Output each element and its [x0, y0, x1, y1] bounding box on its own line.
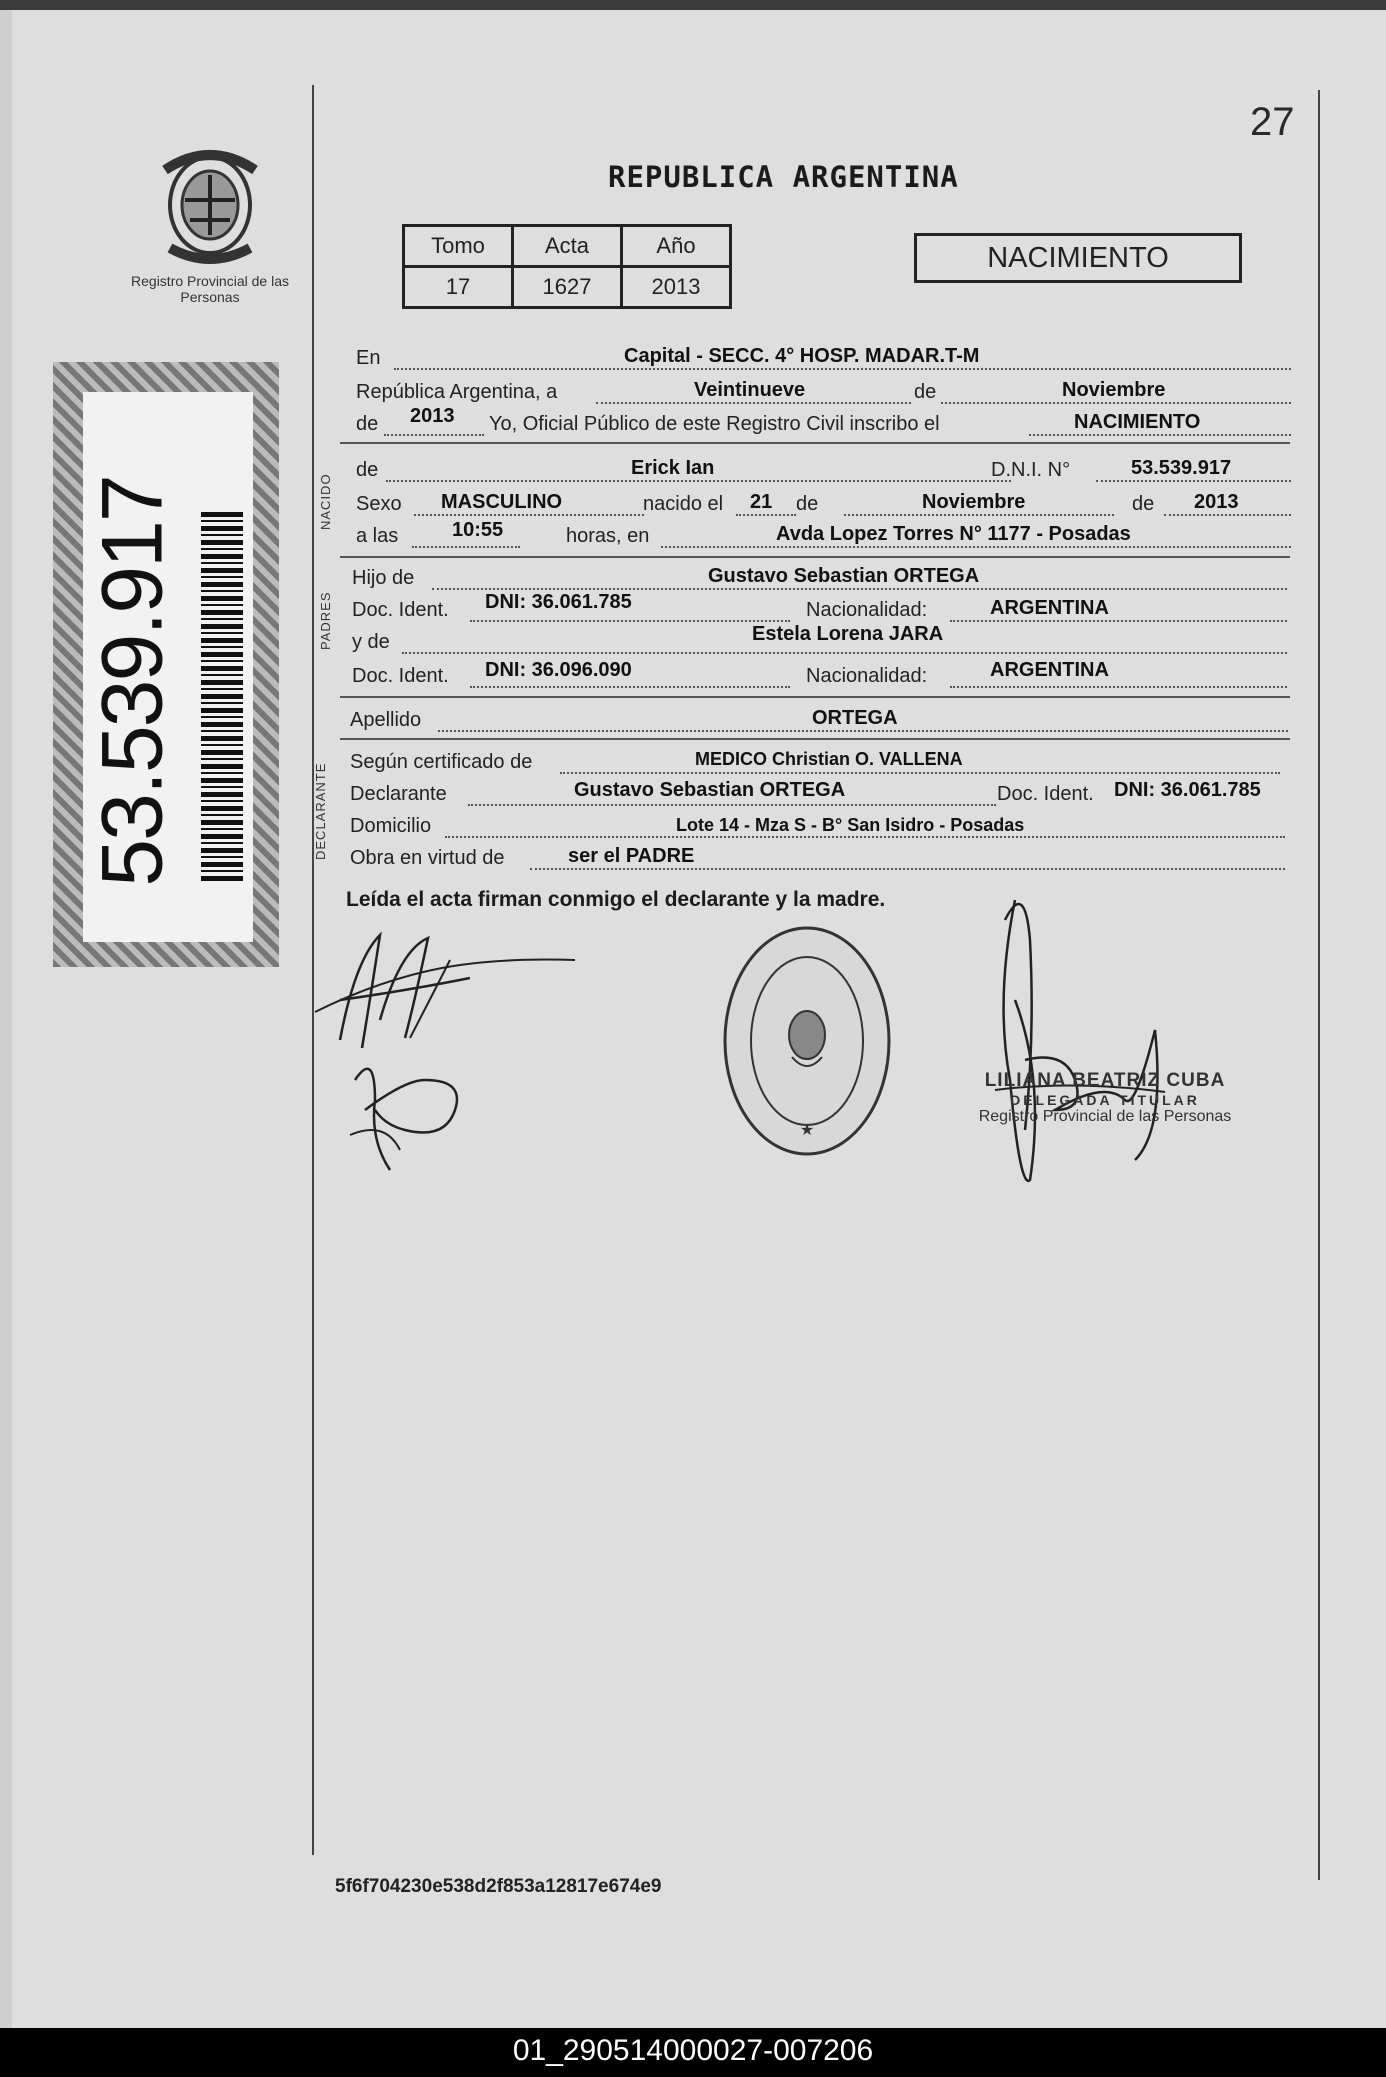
- field-obra: [350, 840, 1285, 874]
- barcode-inner: [83, 392, 253, 942]
- svg-text:★: ★: [799, 1122, 815, 1139]
- registry-table-row: [404, 267, 731, 308]
- value-nombre-madre: Estela Lorena JARA: [752, 623, 944, 645]
- dotted-line: [402, 651, 1287, 654]
- table-header-acta: Acta: [513, 226, 622, 267]
- value-dni-declarante: DNI: 36.061.785: [1114, 779, 1261, 801]
- dotted-line: [384, 433, 484, 436]
- label-dni: D.N.I. N°: [991, 459, 1071, 481]
- value-dia-letras: Veintinueve: [694, 379, 806, 401]
- field-certificado: [350, 744, 1280, 778]
- value-domicilio: Lote 14 - Mza S - B° San Isidro - Posadas: [676, 815, 1025, 835]
- value-dni-nacido: 53.539.917: [1131, 457, 1232, 479]
- label-y-de: y de: [352, 631, 390, 653]
- declarant-signature: [310, 920, 580, 1060]
- field-declarante: [350, 776, 1285, 810]
- value-anio-inscripcion: 2013: [410, 405, 455, 427]
- misiones-emblem-icon: [155, 140, 265, 270]
- table-value-acta: 1627: [513, 267, 622, 308]
- value-lugar-nacimiento: Avda Lopez Torres N° 1177 - Posadas: [776, 523, 1131, 545]
- dotted-line: [950, 685, 1287, 688]
- stamp-name: LILIANA BEATRIZ CUBA: [984, 1070, 1226, 1091]
- field-anio: [356, 406, 1291, 440]
- field-padre-doc: [352, 592, 1287, 626]
- document-title: REPUBLICA ARGENTINA: [608, 160, 959, 194]
- document-type-box: NACIMIENTO: [914, 233, 1242, 283]
- dotted-line: [470, 619, 790, 622]
- label-declarante: Declarante: [350, 783, 447, 805]
- label-nacionalidad-madre: Nacionalidad:: [806, 665, 928, 687]
- label-horas-en: horas, en: [566, 525, 650, 547]
- label-nacionalidad-padre: Nacionalidad:: [806, 599, 928, 621]
- label-apellido: Apellido: [350, 709, 422, 731]
- label-domicilio: Domicilio: [350, 815, 432, 837]
- dotted-line: [560, 771, 1280, 774]
- value-anio-nacimiento: 2013: [1194, 491, 1239, 513]
- text-oficial-publico: Yo, Oficial Público de este Registro Civil inscribo el: [489, 413, 940, 435]
- field-apellido: [350, 702, 1288, 736]
- label-sexo: Sexo: [356, 493, 402, 515]
- table-value-anio: 2013: [622, 267, 731, 308]
- label-nacido-el: nacido el: [643, 493, 724, 515]
- field-madre-doc: [352, 658, 1287, 692]
- filename-label: 01_290514000027-007206: [512, 2034, 874, 2067]
- table-header-tomo: Tomo: [404, 226, 513, 267]
- section-rule: [340, 556, 1290, 558]
- section-rule: [340, 696, 1290, 698]
- right-margin-line: [1318, 90, 1320, 1880]
- closing-statement: Leída el acta firman conmigo el declarante y la madre.: [346, 888, 886, 911]
- label-en: En: [356, 347, 381, 369]
- mother-signature: [345, 1040, 475, 1180]
- document-hash: 5f6f704230e538d2f853a12817e674e9: [335, 1876, 662, 1897]
- field-domicilio: [350, 808, 1285, 842]
- page-edge: [0, 10, 12, 2028]
- registry-caption: Registro Provincial de las Personas: [131, 273, 289, 305]
- value-sexo: MASCULINO: [441, 491, 563, 513]
- dotted-line: [470, 685, 790, 688]
- registry-seal: [722, 925, 892, 1157]
- field-republica: [356, 374, 1291, 408]
- label-de-mes: de: [796, 493, 819, 515]
- table-value-tomo: 17: [404, 267, 513, 308]
- label-de-anio-nac: de: [1132, 493, 1155, 515]
- barcode-bars: [201, 512, 243, 882]
- label-de-anio: de: [356, 413, 379, 435]
- field-hora: [356, 518, 1291, 552]
- field-padre: [352, 560, 1287, 594]
- value-obra: ser el PADRE: [568, 845, 695, 867]
- label-doc-ident-declarante: Doc. Ident.: [997, 783, 1094, 805]
- stamp-role: DELEGADA TITULAR: [1010, 1092, 1200, 1108]
- value-certificado: MEDICO Christian O. VALLENA: [695, 749, 963, 769]
- label-obra-en-virtud: Obra en virtud de: [350, 847, 505, 869]
- value-lugar-inscripcion: Capital - SECC. 4° HOSP. MADAR.T-M: [624, 345, 980, 367]
- value-nombre-padre: Gustavo Sebastian ORTEGA: [708, 565, 980, 587]
- value-hora: 10:55: [452, 519, 504, 541]
- label-doc-ident-madre: Doc. Ident.: [352, 665, 449, 687]
- value-dia-nacimiento: 21: [750, 491, 773, 513]
- value-nacionalidad-madre: ARGENTINA: [990, 659, 1109, 681]
- label-a-las: a las: [356, 525, 399, 547]
- label-segun-certificado: Según certificado de: [350, 751, 533, 773]
- registry-table: [402, 224, 732, 309]
- value-nombre-declarante: Gustavo Sebastian ORTEGA: [574, 779, 846, 801]
- value-mes: Noviembre: [1062, 379, 1166, 401]
- stamp-office: Registro Provincial de las Personas: [978, 1108, 1232, 1125]
- value-dni-padre: DNI: 36.061.785: [485, 591, 632, 613]
- value-nacionalidad-padre: ARGENTINA: [990, 597, 1109, 619]
- label-hijo-de: Hijo de: [352, 567, 415, 589]
- section-rule: [340, 738, 1290, 740]
- field-en: [356, 340, 1291, 374]
- official-signature: [985, 880, 1185, 1200]
- side-label-nacido: NACIDO: [318, 473, 333, 530]
- label-de: de: [911, 381, 939, 404]
- value-tipo-inscripcion: NACIMIENTO: [1074, 411, 1201, 433]
- page-number: 27: [1250, 100, 1295, 144]
- field-sexo: [356, 486, 1291, 520]
- barcode-number: 53.539.917: [84, 476, 181, 887]
- label-de-nombre: de: [356, 459, 379, 481]
- value-dni-madre: DNI: 36.096.090: [485, 659, 632, 681]
- document-page: [0, 10, 1386, 2028]
- field-madre: [352, 624, 1287, 658]
- barcode-label: [53, 362, 279, 967]
- dotted-line: [412, 545, 520, 548]
- table-header-anio: Año: [622, 226, 731, 267]
- value-apellido: ORTEGA: [812, 707, 898, 729]
- value-nombre-nacido: Erick Ian: [631, 457, 715, 479]
- side-label-padres: PADRES: [318, 591, 333, 650]
- section-rule: [340, 442, 1290, 444]
- dotted-line: [468, 803, 996, 806]
- field-nombre: [356, 452, 1291, 486]
- label-doc-ident-padre: Doc. Ident.: [352, 599, 449, 621]
- official-stamp: [965, 1070, 1245, 1126]
- registry-table-header: [404, 226, 731, 267]
- value-mes-nacimiento: Noviembre: [922, 491, 1026, 513]
- side-label-declarante: DECLARANTE: [313, 762, 328, 860]
- label-republica: República Argentina, a: [356, 381, 558, 403]
